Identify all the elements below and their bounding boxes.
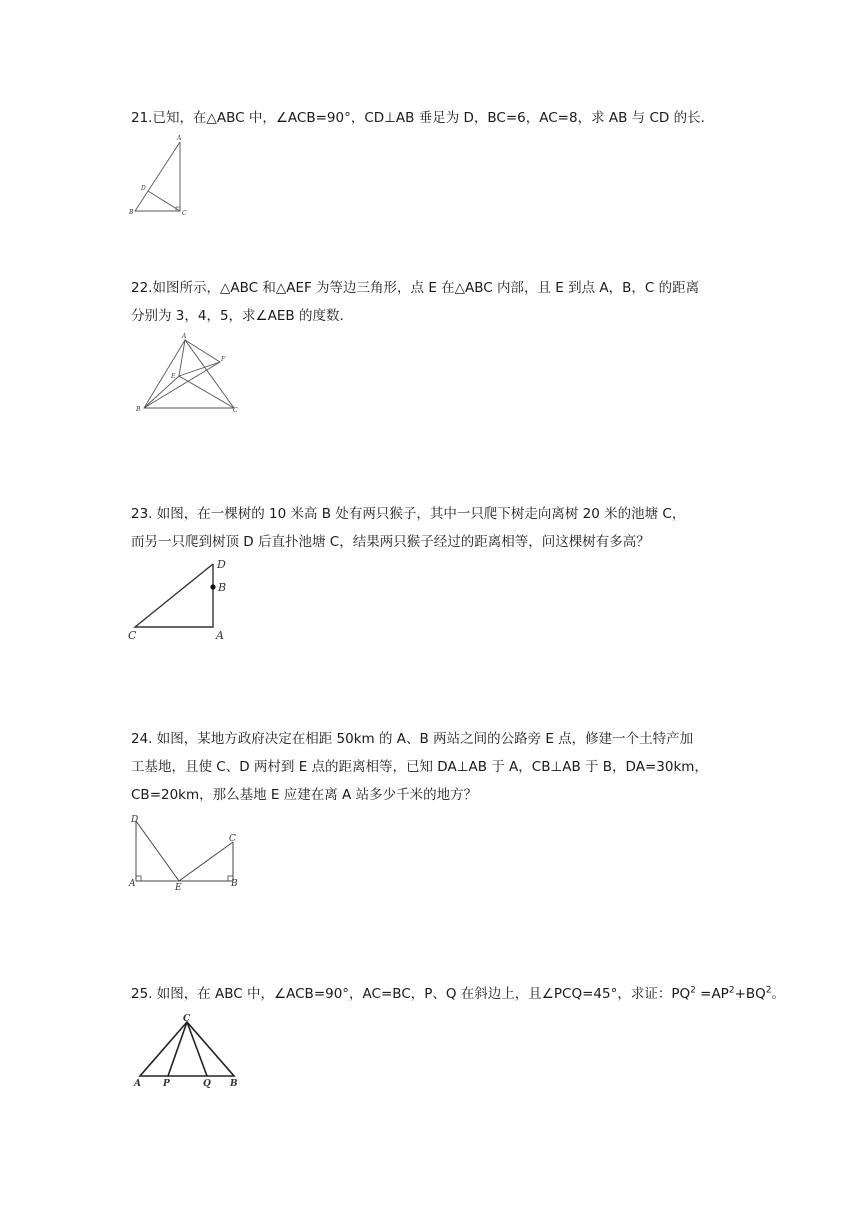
label-c: C bbox=[182, 210, 187, 217]
label-c: C bbox=[233, 407, 238, 414]
label-e: E bbox=[175, 883, 182, 893]
problem-text-mid: =AP bbox=[695, 986, 729, 1002]
figure-22 bbox=[133, 332, 248, 417]
label-b: B bbox=[230, 1079, 238, 1089]
label-c: C bbox=[183, 1014, 191, 1024]
isosceles-right-triangle-figure bbox=[128, 1012, 248, 1092]
equilateral-triangles-figure bbox=[133, 332, 248, 417]
figure-21 bbox=[126, 134, 196, 222]
problem-text: 24. 如图，某地方政府决定在相距 50km 的 A、B 两站之间的公路旁 E 点，修建一个土特产加 bbox=[131, 731, 694, 747]
point-b-marker bbox=[210, 584, 215, 589]
label-a: A bbox=[177, 135, 182, 142]
problem-25 bbox=[131, 980, 785, 1008]
label-c: C bbox=[229, 834, 236, 844]
label-e: E bbox=[171, 373, 176, 380]
problem-22 bbox=[131, 274, 751, 330]
label-d: D bbox=[131, 815, 139, 825]
label-a: A bbox=[216, 629, 224, 642]
problem-text bbox=[131, 980, 785, 1008]
label-a: A bbox=[129, 879, 136, 889]
label-b: B bbox=[231, 879, 238, 889]
label-a: A bbox=[134, 1079, 141, 1089]
problem-24 bbox=[131, 725, 751, 809]
base-station-figure bbox=[125, 810, 250, 895]
problem-text-mid: +BQ bbox=[734, 986, 766, 1002]
problem-text-end: 。 bbox=[771, 986, 785, 1002]
figure-25 bbox=[128, 1012, 248, 1092]
problem-21 bbox=[131, 104, 751, 132]
problem-text-prefix: 25. 如图，在 ABC 中，∠ACB=90°，AC=BC，P、Q 在斜边上，且∠PCQ=45°，求证：PQ bbox=[131, 986, 691, 1002]
problem-text: 23. 如图，在一棵树的 10 米高 B 处有两只猴子，其中一只爬下树走向离树 20 米的池塘 C， bbox=[131, 506, 686, 522]
tree-monkey-figure bbox=[124, 556, 239, 646]
label-d: D bbox=[141, 185, 146, 192]
problem-23 bbox=[131, 500, 751, 556]
label-b: B bbox=[129, 209, 134, 216]
label-a: A bbox=[182, 333, 187, 340]
label-f: F bbox=[221, 356, 226, 363]
label-d: D bbox=[217, 558, 226, 571]
label-c: C bbox=[128, 629, 137, 642]
problem-text: 21.已知，在△ABC 中，∠ACB=90°，CD⊥AB 垂足为 D，BC=6，AC=8，求 AB 与 CD 的长. bbox=[131, 110, 705, 126]
problem-text: 22.如图所示，△ABC 和△AEF 为等边三角形，点 E 在△ABC 内部，且 E 到点 A，B，C 的距离 bbox=[131, 280, 700, 296]
label-b: B bbox=[136, 406, 141, 413]
problem-text: CB=20km，那么基地 E 应建在离 A 站多少千米的地方？ bbox=[131, 787, 478, 803]
label-b: B bbox=[218, 581, 227, 594]
superscript: 2 bbox=[690, 985, 696, 996]
label-q: Q bbox=[203, 1079, 211, 1089]
problem-text: 工基地，且使 C、D 两村到 E 点的距离相等，已知 DA⊥AB 于 A，CB⊥AB 于 B，DA=30km， bbox=[131, 759, 708, 775]
label-p: P bbox=[163, 1079, 170, 1089]
problem-text: 而另一只爬到树顶 D 后直扑池塘 C，结果两只猴子经过的距离相等，问这棵树有多高？ bbox=[131, 534, 650, 550]
problem-text: 分别为 3，4，5，求∠AEB 的度数. bbox=[131, 308, 344, 324]
figure-23 bbox=[124, 556, 239, 646]
triangle-abc-figure bbox=[126, 134, 196, 222]
superscript: 2 bbox=[728, 985, 735, 996]
figure-24 bbox=[125, 810, 250, 895]
superscript: 2 bbox=[765, 985, 772, 996]
